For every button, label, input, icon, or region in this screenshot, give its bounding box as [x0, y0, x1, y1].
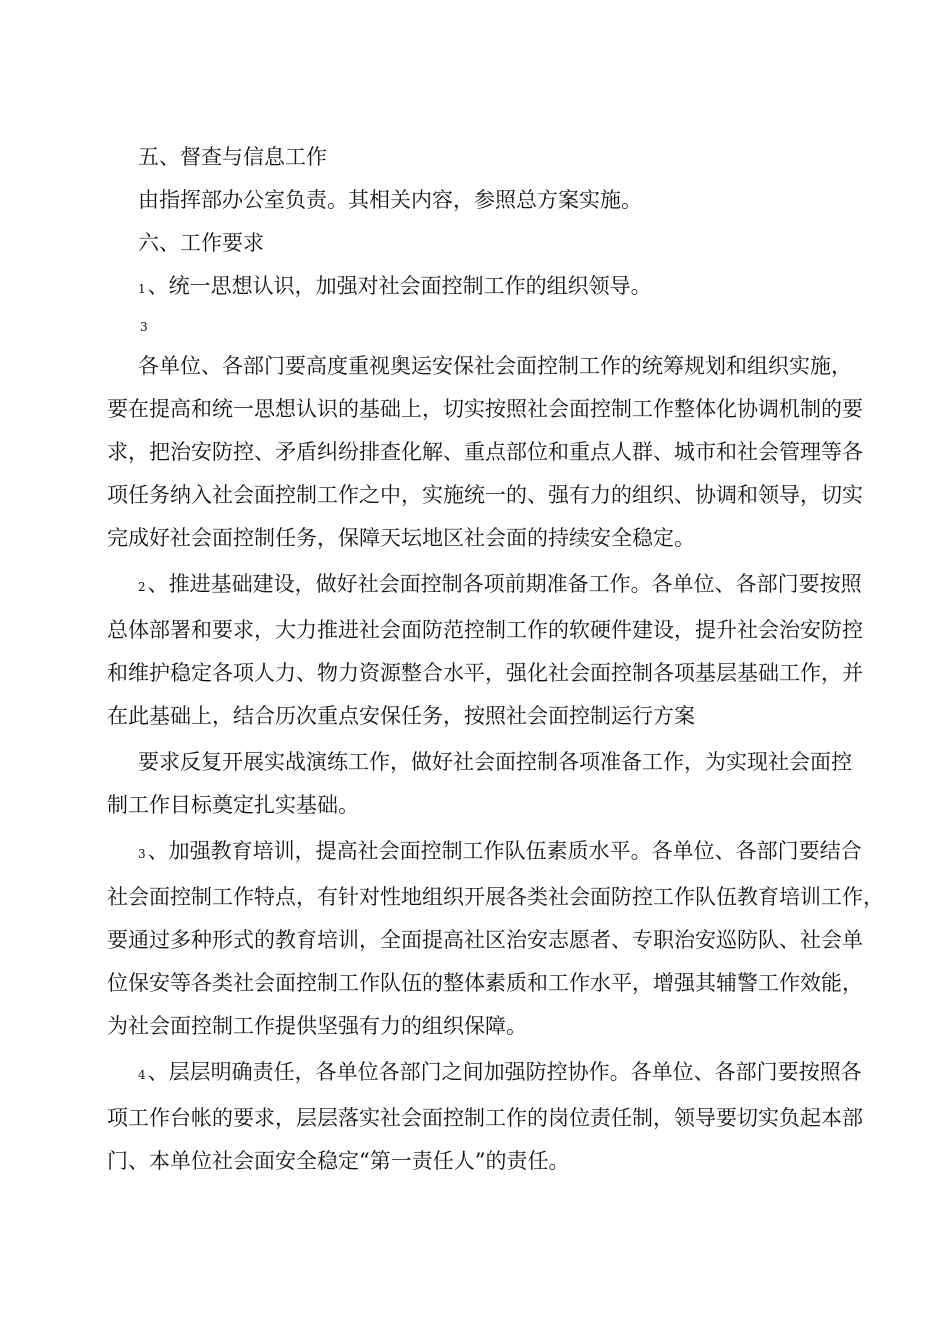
item-3-line: 位保安等各类社会面控制工作队伍的整体素质和工作水平，增强其辅警工作效能，: [107, 971, 863, 995]
item-1-number: 1: [138, 282, 146, 296]
item-4-number: 4: [138, 1068, 146, 1082]
section-5-body: 由指挥部办公室负责。其相关内容，参照总方案实施。: [138, 188, 642, 212]
paragraph-1: [107, 345, 863, 560]
paragraph-1-line: 要在提高和统一思想认识的基础上，切实按照社会面控制工作整体化协调机制的要: [107, 397, 863, 421]
item-1-text: 、统一思想认识，加强对社会面控制工作的组织领导。: [147, 274, 652, 298]
item-2-line: 总体部署和要求，大力推进社会面防范控制工作的软硬件建设，提升社会治安防控: [107, 618, 863, 642]
item-3-line: [107, 830, 862, 876]
item-3-line: 为社会面控制工作提供坚强有力的组织保障。: [107, 1014, 527, 1038]
paragraph-2-line: 要求反复开展实战演练工作，做好社会面控制各项准备工作，为实现社会面控: [138, 750, 852, 774]
item-3-number: 3: [138, 847, 146, 861]
item-3-line: 要通过多种形式的教育培训，全面提高社区治安志愿者、专职治安巡防队、社会单: [107, 928, 863, 952]
item-2-number: 2: [138, 580, 146, 594]
item-3-line-text: 、加强教育培训，提高社会面控制工作队伍素质水平。各单位、各部门要结合: [147, 839, 862, 863]
paragraph-1-line: 完成好社会面控制任务，保障天坛地区社会面的持续安全稳定。: [107, 526, 695, 550]
item-2-line-text: 、推进基础建设，做好社会面控制各项前期准备工作。各单位、各部门要按照: [147, 572, 862, 596]
page-number: 3: [140, 320, 148, 334]
item-4-line: 门、本单位社会面安全稳定“第一责任人”的责任。: [107, 1149, 570, 1173]
paragraph-2: [107, 741, 852, 827]
item-2: [107, 563, 863, 738]
item-2-line: 和维护稳定各项人力、物力资源整合水平，强化社会面控制各项基层基础工作，并: [107, 661, 863, 685]
item-2-line: [107, 563, 862, 609]
item-4-line: 项工作台帐的要求，层层落实社会面控制工作的岗位责任制，领导要切实负起本部: [107, 1106, 863, 1130]
paragraph-1-line: 各单位、各部门要高度重视奥运安保社会面控制工作的统筹规划和组织实施，: [138, 354, 852, 378]
item-4-line: [107, 1051, 862, 1097]
item-2-line: 在此基础上，结合历次重点安保任务，按照社会面控制运行方案: [107, 704, 695, 728]
section-heading-5: 五、督查与信息工作: [138, 145, 327, 169]
document-page: [107, 136, 884, 1183]
paragraph-2-line: 制工作目标奠定扎实基础。: [107, 793, 359, 817]
paragraph-1-line: 求，把治安防控、矛盾纠纷排查化解、重点部位和重点人群、城市和社会管理等各: [107, 440, 863, 464]
item-4: [107, 1051, 863, 1183]
item-3: [107, 830, 884, 1048]
item-1: [107, 265, 843, 311]
item-3-line: 社会面控制工作特点，有针对性地组织开展各类社会面防控工作队伍教育培训工作，: [107, 885, 884, 909]
item-4-line-text: 、层层明确责任，各单位各部门之间加强防控协作。各单位、各部门要按照各: [147, 1060, 862, 1084]
paragraph-1-line: 项任务纳入社会面控制工作之中，实施统一的、强有力的组织、协调和领导，切实: [107, 483, 863, 507]
section-heading-6: 六、工作要求: [138, 231, 264, 255]
